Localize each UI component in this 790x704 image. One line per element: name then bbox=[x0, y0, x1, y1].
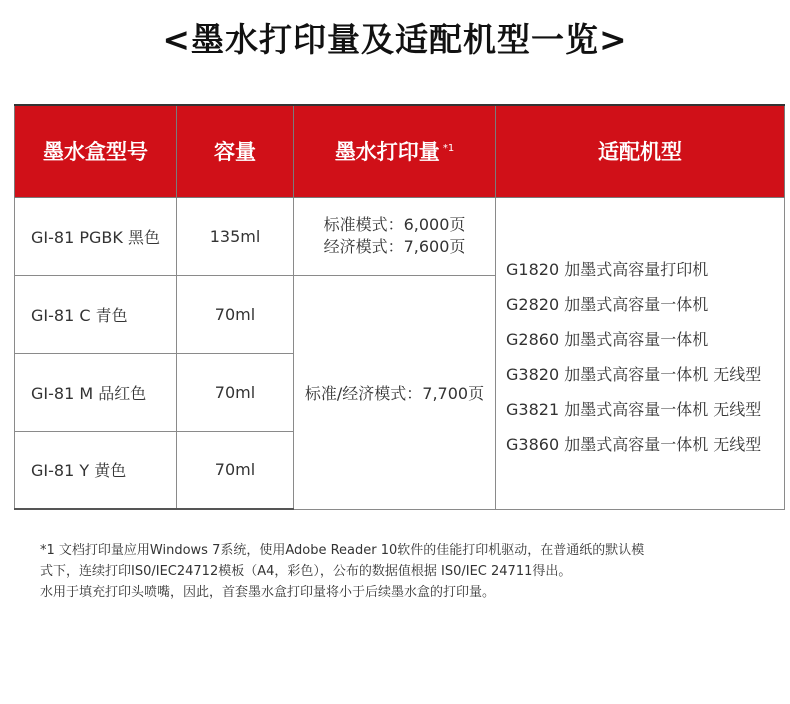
cartridge-model-cell: GI-81 M 品红色 bbox=[15, 353, 177, 431]
header-printers: 适配机型 bbox=[496, 105, 785, 197]
capacity-cell: 70ml bbox=[177, 353, 294, 431]
table-row bbox=[15, 197, 785, 275]
cartridge-model-cell: GI-81 C 青色 bbox=[15, 275, 177, 353]
capacity-cell: 135ml bbox=[177, 197, 294, 275]
yield-standard: 标准模式：6,000页 bbox=[323, 215, 466, 234]
header-capacity: 容量 bbox=[177, 105, 294, 197]
printer-item: G3860 加墨式高容量一体机 无线型 bbox=[506, 435, 762, 454]
cartridge-model-cell: GI-81 PGBK 黑色 bbox=[15, 197, 177, 275]
capacity-cell: 70ml bbox=[177, 431, 294, 509]
compatible-printers-cell bbox=[496, 197, 785, 509]
cartridge-model-cell: GI-81 Y 黄色 bbox=[15, 431, 177, 509]
footnote-line: 式下，连续打印IS0/IEC24712模板（A4，彩色），公布的数据值根据 IS0/IEC 24711得出。 bbox=[40, 564, 572, 579]
ink-cartridge-table bbox=[14, 104, 785, 510]
table-header-row bbox=[15, 105, 785, 197]
page-title: <墨水打印量及适配机型一览> bbox=[162, 20, 628, 59]
printer-item: G2860 加墨式高容量一体机 bbox=[506, 330, 709, 349]
yield-economy: 经济模式：7,600页 bbox=[323, 237, 466, 256]
capacity-cell: 70ml bbox=[177, 275, 294, 353]
yield-color-cell: 标准/经济模式：7,700页 bbox=[294, 275, 496, 509]
printer-item: G3820 加墨式高容量一体机 无线型 bbox=[506, 365, 762, 384]
yield-black-cell bbox=[294, 197, 496, 275]
footnote-line: *1 文档打印量应用Windows 7系统，使用Adobe Reader 10软件的佳能打印机驱动，在普通纸的默认模 bbox=[40, 543, 645, 558]
printer-item: G3821 加墨式高容量一体机 无线型 bbox=[506, 400, 762, 419]
footnotes bbox=[40, 540, 770, 603]
footnote-line: 水用于填充打印头喷嘴，因此，首套墨水盒打印量将小于后续墨水盒的打印量。 bbox=[40, 585, 496, 600]
footnote-mark: *1 bbox=[442, 143, 455, 155]
printer-item: G1820 加墨式高容量打印机 bbox=[506, 260, 709, 279]
header-model: 墨水盒型号 bbox=[15, 105, 177, 197]
printer-item: G2820 加墨式高容量一体机 bbox=[506, 295, 709, 314]
header-yield: 墨水打印量 $^{*1}$ bbox=[294, 105, 496, 197]
